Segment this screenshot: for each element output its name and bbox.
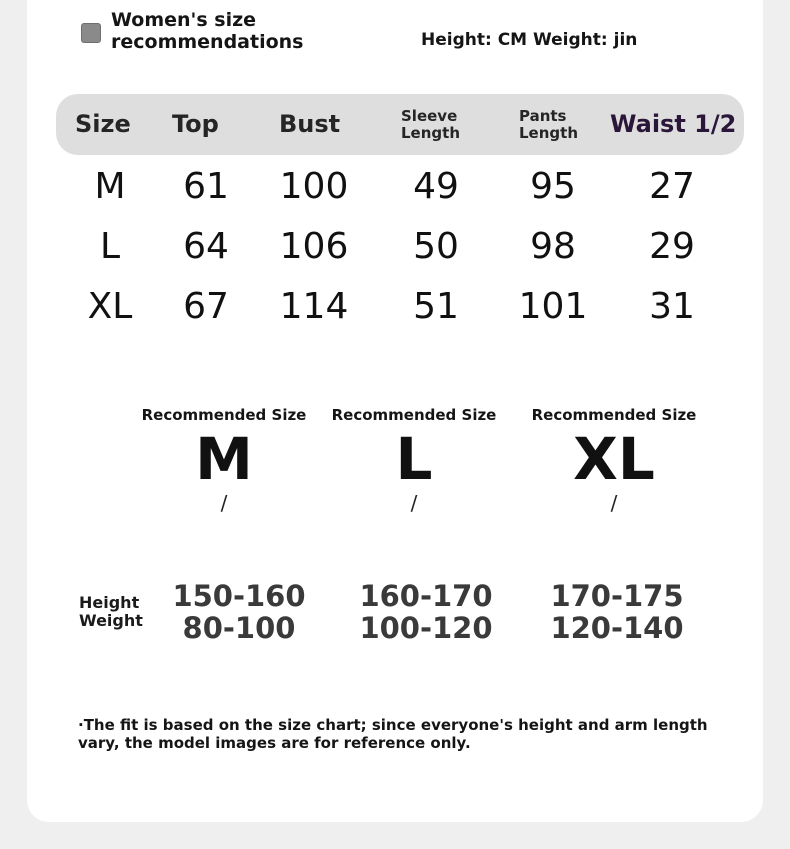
- column-header-bust: Bust: [279, 110, 341, 138]
- table-cell: 29: [649, 226, 695, 267]
- height-range: 170-175: [550, 579, 684, 613]
- table-cell: 31: [649, 286, 695, 327]
- table-cell: 61: [183, 166, 229, 207]
- recommended-size-value: XL: [573, 425, 655, 493]
- page-title: Women's size recommendations: [111, 9, 304, 53]
- height-weight-l: [341, 580, 511, 644]
- table-cell: 98: [530, 226, 576, 267]
- weight-range: 100-120: [359, 611, 493, 645]
- table-cell: XL: [87, 286, 133, 327]
- column-header-waist: Waist 1/2: [610, 110, 737, 138]
- size-separator: /: [610, 491, 618, 515]
- table-cell: 114: [279, 286, 349, 327]
- table-cell: 64: [183, 226, 229, 267]
- table-cell: 95: [530, 166, 576, 207]
- recommended-size-label: Recommended Size: [141, 406, 307, 424]
- weight-range: 120-140: [550, 611, 684, 645]
- fit-disclaimer: ·The fit is based on the size chart; since everyone's height and arm length vary, the model images are for reference only.: [78, 716, 708, 752]
- height-weight-xl: [532, 580, 702, 644]
- height-weight-label: [79, 594, 143, 630]
- recommended-size-l: [314, 406, 514, 514]
- column-header-sleeve-length: Sleeve Length: [401, 107, 460, 142]
- units-note: Height: CM Weight: jin: [421, 30, 638, 50]
- height-weight-m: [154, 580, 324, 644]
- table-cell: 100: [279, 166, 349, 207]
- recommended-size-value: M: [195, 425, 253, 493]
- size-separator: /: [220, 491, 228, 515]
- table-cell: 67: [183, 286, 229, 327]
- height-range: 150-160: [172, 579, 306, 613]
- recommended-size-xl: [514, 406, 714, 514]
- table-cell: 27: [649, 166, 695, 207]
- column-header-size: Size: [75, 110, 131, 138]
- table-cell: 51: [413, 286, 459, 327]
- recommended-size-label: Recommended Size: [531, 406, 697, 424]
- table-cell: 101: [518, 286, 588, 327]
- weight-range: 80-100: [182, 611, 296, 645]
- height-range: 160-170: [359, 579, 493, 613]
- column-header-pants-length: Pants Length: [519, 107, 578, 142]
- table-cell: 49: [413, 166, 459, 207]
- height-label: Height: [79, 593, 140, 612]
- square-bullet-icon: [81, 23, 101, 43]
- recommended-size-value: L: [395, 425, 433, 493]
- recommended-size-label: Recommended Size: [331, 406, 497, 424]
- table-cell: 50: [413, 226, 459, 267]
- column-header-top: Top: [172, 110, 219, 138]
- table-cell: 106: [279, 226, 349, 267]
- table-cell: M: [94, 166, 126, 207]
- size-separator: /: [410, 491, 418, 515]
- recommended-size-m: [124, 406, 324, 514]
- table-cell: L: [99, 226, 121, 267]
- weight-label: Weight: [79, 611, 143, 630]
